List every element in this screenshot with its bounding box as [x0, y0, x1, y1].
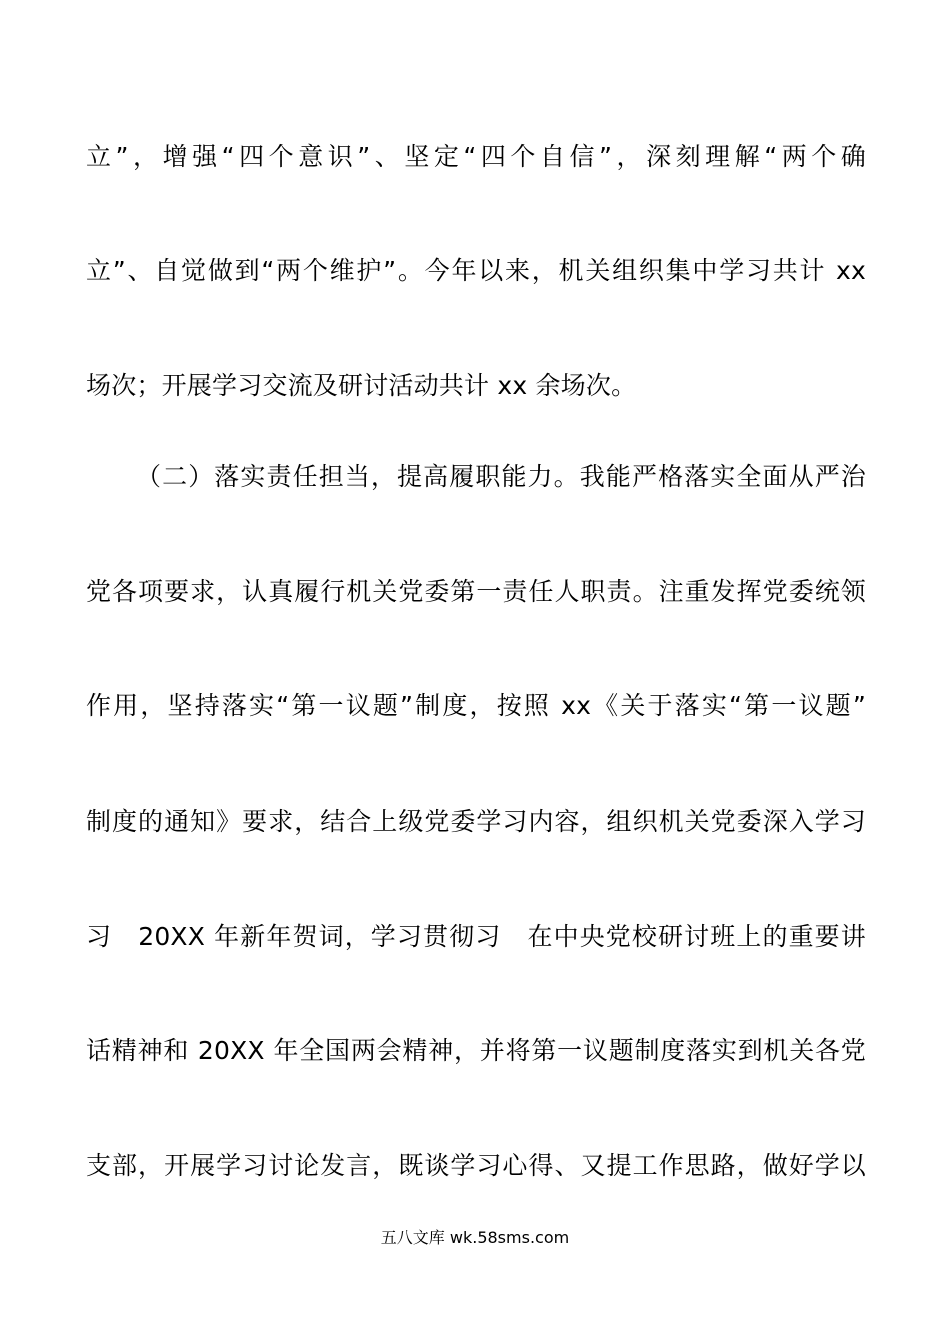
text-line-6: 作用，坚持落实“第一议题”制度，按照 xx《关于落实“第一议题”	[86, 691, 866, 720]
text-line-8: 习 20XX 年新年贺词，学习贯彻习 在中央党校研讨班上的重要讲	[86, 922, 866, 951]
text-line-7: 制度的通知》要求，结合上级党委学习内容，组织机关党委深入学习	[86, 807, 866, 836]
section-heading-line: （二）落实责任担当，提高履职能力。我能严格落实全面从严治	[136, 462, 866, 491]
footer-watermark: 五八文库 wk.58sms.com	[380, 1228, 570, 1247]
text-line-10: 支部，开展学习讨论发言，既谈学习心得、又提工作思路，做好学以	[86, 1151, 866, 1180]
text-line-2: 立”、自觉做到“两个维护”。今年以来，机关组织集中学习共计 xx	[86, 256, 866, 285]
text-line-5: 党各项要求，认真履行机关党委第一责任人职责。注重发挥党委统领	[86, 577, 866, 606]
text-line-3: 场次；开展学习交流及研讨活动共计 xx 余场次。	[86, 371, 637, 400]
text-line-1: 立”，增强“四个意识”、坚定“四个自信”，深刻理解“两个确	[86, 142, 866, 171]
text-line-9: 话精神和 20XX 年全国两会精神，并将第一议题制度落实到机关各党	[86, 1036, 866, 1065]
